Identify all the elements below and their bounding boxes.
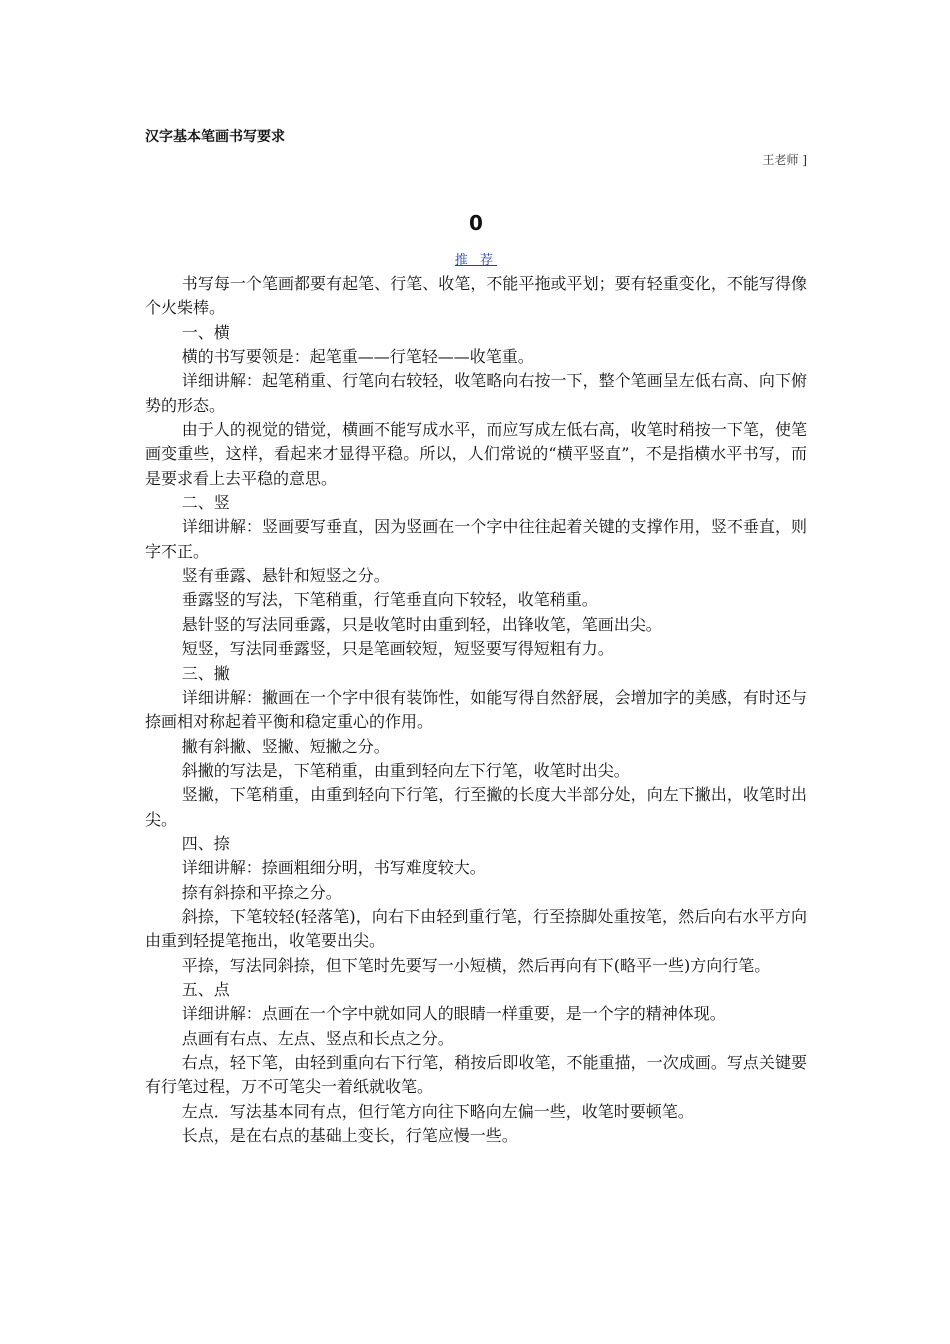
section-heading: 二、竖 [181,493,230,513]
paragraph: 点画有右点、左点、竖点和长点之分。 [181,1028,454,1048]
paragraph: 悬针竖的写法同垂露，只是收笔时由重到轻，出锋收笔，笔画出尖。 [181,614,662,634]
section-heading: 四、捺 [181,833,230,853]
paragraph: 详细讲解：竖画要写垂直，因为竖画在一个字中往往起着关键的支撑作用，竖不垂直，则字不正。 [145,517,807,561]
paragraph: 详细讲解：点画在一个字中就如同人的眼睛一样重要，是一个字的精神体现。 [181,1004,726,1024]
document-page [145,0,807,1344]
paragraph: 斜撇的写法是，下笔稍重，由重到轻向左下行笔，收笔时出尖。 [181,760,630,780]
recommend-link[interactable]: 推 荐 [454,253,498,268]
paragraph: 详细讲解：捺画粗细分明，书写难度较大。 [181,858,486,878]
section-heading: 一、横 [181,322,230,342]
paragraph: 平捺，写法同斜捺，但下笔时先要写一小短横，然后再向有下(略平一些)方向行笔。 [181,955,771,975]
paragraph: 右点，轻下笔，由轻到重向右下行笔，稍按后即收笔，不能重描，一次成画。写点关键要有行笔过程，万不可笔尖一着纸就收笔。 [145,1053,807,1097]
paragraph: 长点，是在右点的基础上变长，行笔应慢一些。 [181,1126,518,1146]
recommend-row [145,252,807,270]
view-count: 0 [469,211,483,235]
document-title: 汉字基本笔画书写要求 [145,129,285,145]
author-line: 王老师 ] [762,153,807,167]
section-heading: 五、点 [181,979,230,999]
paragraph: 详细讲解：起笔稍重、行笔向右较轻，收笔略向右按一下，整个笔画呈左低右高、向下俯势的形态。 [145,371,807,415]
paragraph: 斜捺，下笔较轻(轻落笔)，向右下由轻到重行笔，行至捺脚处重按笔，然后向右水平方向由重到轻提笔拖出，收笔要出尖。 [145,906,807,951]
paragraph: 短竖，写法同垂露竖，只是笔画较短，短竖要写得短粗有力。 [181,639,614,659]
section-heading: 三、撇 [181,663,230,683]
paragraph: 捺有斜捺和平捺之分。 [181,882,342,902]
paragraph: 竖有垂露、悬针和短竖之分。 [181,566,390,586]
paragraph: 横的书写要领是：起笔重——行笔轻——收笔重。 [181,347,534,367]
paragraph: 左点．写法基本同有点，但行笔方向往下略向左偏一些，收笔时要顿笔。 [181,1101,694,1121]
paragraph: 详细讲解：撇画在一个字中很有装饰性，如能写得自然舒展，会增加字的美感，有时还与捺画相对称起着平衡和稳定重心的作用。 [145,687,807,732]
paragraph: 由于人的视觉的错觉，横画不能写成水平，而应写成左低右高，收笔时稍按一下笔，使笔画变重些，这样，看起来才显得平稳。所以，人们常说的“横平竖直”，不是指横水平书写，而是要求看上去平稳的意思。 [145,420,807,488]
paragraph: 垂露竖的写法，下笔稍重，行笔垂直向下较轻，收笔稍重。 [181,590,598,610]
article-body [145,272,807,1148]
paragraph: 撇有斜撇、竖撇、短撇之分。 [181,736,390,756]
paragraph: 书写每一个笔画都要有起笔、行笔、收笔，不能平拖或平划；要有轻重变化，不能写得像个火柴棒。 [145,274,807,318]
paragraph: 竖撇，下笔稍重，由重到轻向下行笔，行至撇的长度大半部分处，向左下撇出，收笔时出尖。 [145,785,807,829]
